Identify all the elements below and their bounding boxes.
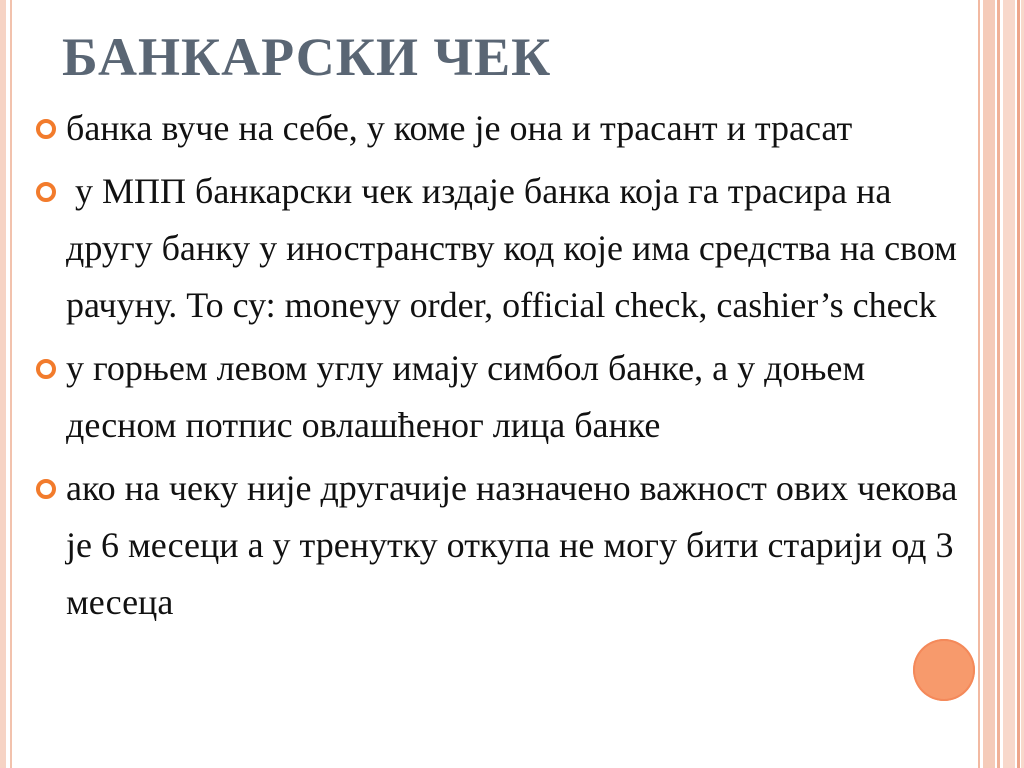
bullet-text: у МПП банкарски чек издаје банка која га трасира на другу банку у иностранству код које има средства на свом рачуну. То су: moneyy order, official check, cashier’s check bbox=[66, 171, 966, 325]
ring-bullet-icon bbox=[36, 479, 56, 499]
right-decorative-stripe bbox=[978, 0, 980, 768]
slide-title: БАНКАРСКИ ЧЕК bbox=[62, 27, 552, 87]
right-decorative-stripe bbox=[1017, 0, 1020, 768]
left-decorative-line bbox=[10, 0, 12, 768]
bullet-list bbox=[36, 100, 966, 637]
bullet-item bbox=[36, 163, 966, 334]
ring-bullet-icon bbox=[36, 359, 56, 379]
bullet-item bbox=[36, 100, 966, 157]
left-decorative-stripe bbox=[0, 0, 6, 768]
bullet-text: у горњем левом углу имају симбол банке, а у доњем десном потпис овлашћеног лица банке bbox=[66, 348, 866, 445]
right-decorative-stripe bbox=[983, 0, 995, 768]
decorative-circle bbox=[913, 639, 975, 701]
ring-bullet-icon bbox=[36, 119, 56, 139]
bullet-item bbox=[36, 340, 966, 454]
ring-bullet-icon bbox=[36, 182, 56, 202]
right-decorative-stripe bbox=[997, 0, 1000, 768]
bullet-item bbox=[36, 460, 966, 631]
bullet-text: банка вуче на себе, у коме је она и трасант и трасат bbox=[66, 108, 853, 148]
bullet-text: ако на чеку није другачије назначено важност ових чекова је 6 месеци а у тренутку откупа не могу бити старији од 3 месеца bbox=[66, 468, 958, 622]
right-decorative-stripe bbox=[1003, 0, 1015, 768]
